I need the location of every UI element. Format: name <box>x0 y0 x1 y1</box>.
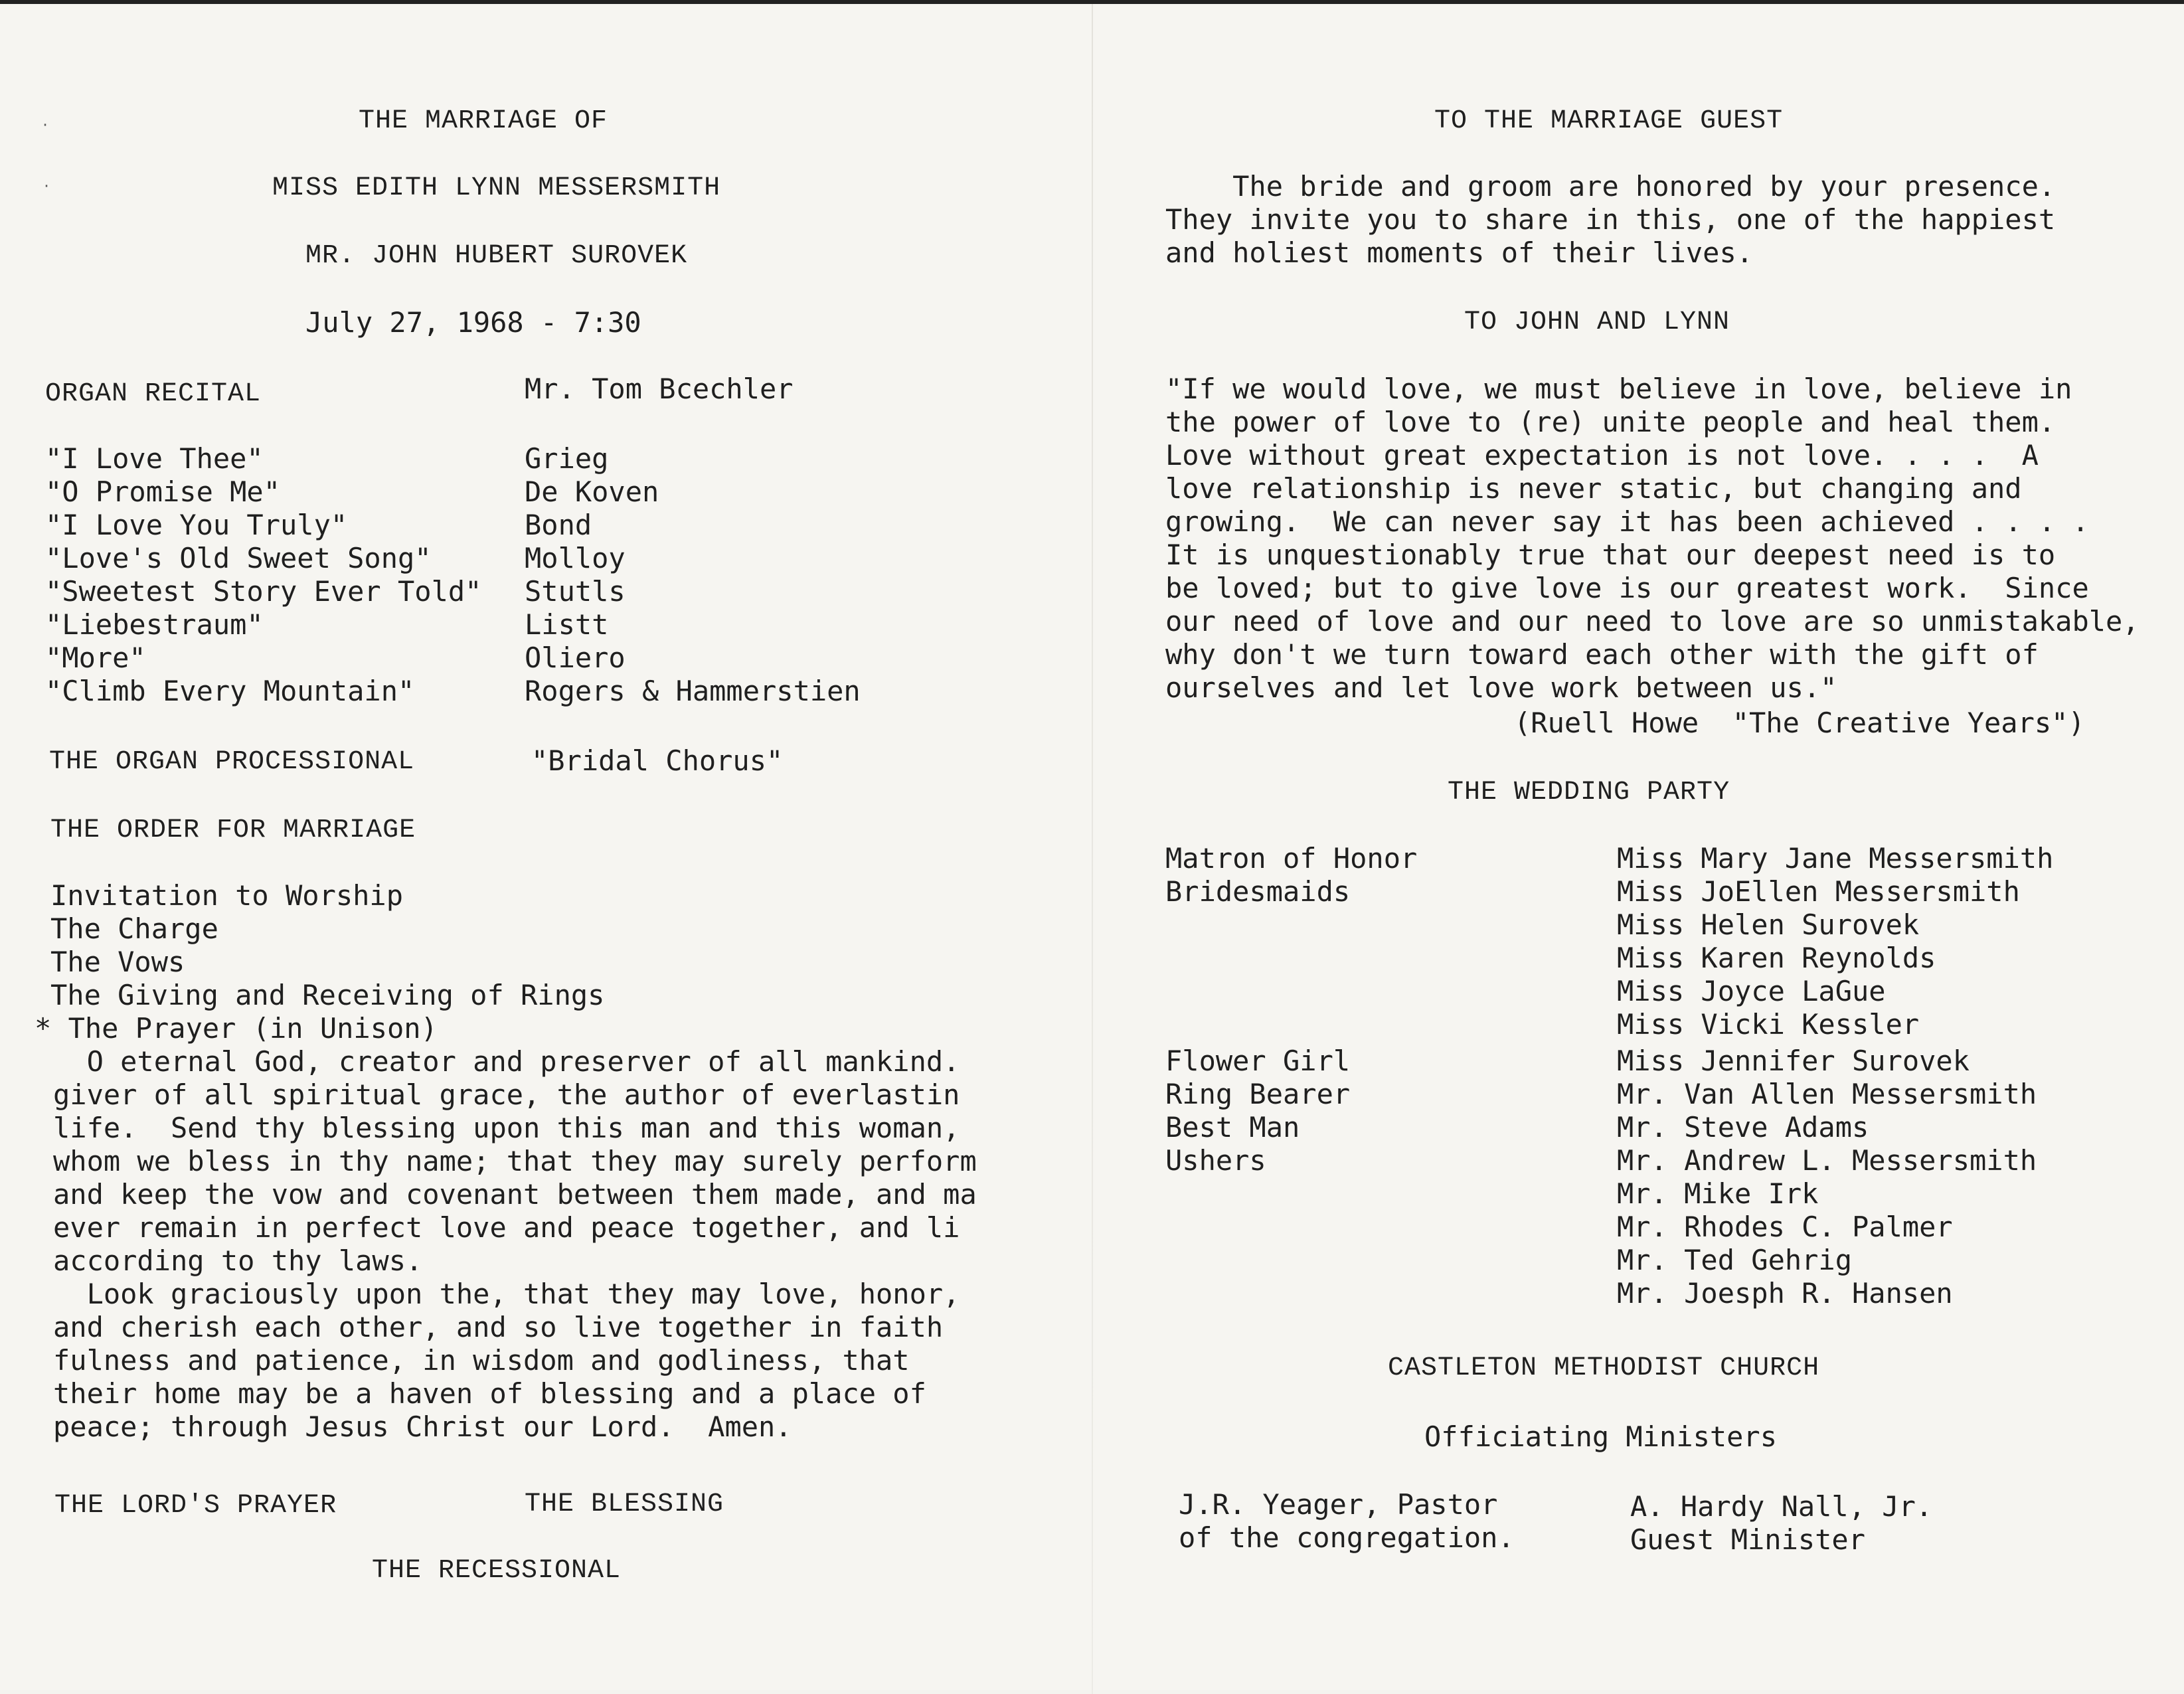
lords-prayer: THE LORD'S PRAYER <box>54 1491 337 1521</box>
song-title: "Love's Old Sweet Song" <box>45 542 432 574</box>
party-role: Bridesmaids <box>1165 875 1351 908</box>
the-recessional: THE RECESSIONAL <box>372 1556 622 1586</box>
party-name: Mr. Andrew L. Messersmith <box>1617 1144 2037 1177</box>
party-name: Mr. Mike Irk <box>1617 1177 1819 1210</box>
left-page <box>35 4 1023 1694</box>
party-name: Miss Mary Jane Messersmith <box>1617 842 2054 875</box>
song-composer: De Koven <box>525 475 659 508</box>
prayer-line: peace; through Jesus Christ our Lord. Amen. <box>53 1410 792 1443</box>
processional-label: THE ORGAN PROCESSIONAL <box>49 747 415 777</box>
prayer-line: and keep the vow and covenant between them made, and ma <box>53 1178 977 1211</box>
guest-heading: TO THE MARRIAGE GUEST <box>1434 106 1784 136</box>
minister1-role: of the congregation. <box>1179 1521 1515 1554</box>
party-name: Mr. Rhodes C. Palmer <box>1617 1211 1953 1243</box>
party-role: Ring Bearer <box>1165 1078 1351 1110</box>
song-title: "Liebestraum" <box>45 608 264 641</box>
quote-line: be loved; but to give love is our greatest work. Since <box>1165 572 2089 604</box>
quote-line: love relationship is never static, but changing and <box>1165 472 2022 505</box>
party-role: Matron of Honor <box>1165 842 1418 875</box>
party-name: Mr. Joesph R. Hansen <box>1617 1277 1953 1310</box>
guest-line: They invite you to share in this, one of the happiest <box>1165 203 2056 236</box>
wedding-date: July 27, 1968 - 7:30 <box>305 306 641 339</box>
heading-marriage-of: THE MARRIAGE OF <box>359 106 608 136</box>
right-page <box>1162 4 2158 1694</box>
organ-recital-label: ORGAN RECITAL <box>45 379 262 409</box>
organist-name: Mr. Tom Bcechler <box>525 373 794 405</box>
song-composer: Bond <box>525 509 592 541</box>
processional-piece: "Bridal Chorus" <box>531 744 784 777</box>
order-item: The Vows <box>50 946 185 978</box>
quote-line: why don't we turn toward each other with the gift of <box>1165 638 2039 671</box>
order-item: The Charge <box>50 912 218 945</box>
quote-line: Love without great expectation is not love. . . . A <box>1165 439 2039 471</box>
party-name: Miss Joyce LaGue <box>1617 975 1886 1007</box>
song-title: "I Love You Truly" <box>45 509 348 541</box>
song-title: "Climb Every Mountain" <box>45 675 415 707</box>
party-role: Flower Girl <box>1165 1045 1351 1077</box>
party-name: Mr. Ted Gehrig <box>1617 1244 1853 1276</box>
order-heading: THE ORDER FOR MARRIAGE <box>50 815 416 845</box>
party-name: Mr. Van Allen Messersmith <box>1617 1078 2037 1110</box>
quote-line: the power of love to (re) unite people and heal them. <box>1165 406 2056 438</box>
quote-line: It is unquestionably true that our deepest need is to <box>1165 539 2056 571</box>
song-composer: Listt <box>525 608 609 641</box>
the-blessing: THE BLESSING <box>525 1489 724 1519</box>
guest-line: and holiest moments of their lives. <box>1165 236 1754 269</box>
party-name: Mr. Steve Adams <box>1617 1111 1869 1143</box>
prayer-line: whom we bless in thy name; that they may surely perform <box>53 1145 977 1177</box>
party-name: Miss JoEllen Messersmith <box>1617 875 2020 908</box>
order-item: Invitation to Worship <box>50 879 404 912</box>
song-title: "I Love Thee" <box>45 442 264 475</box>
prayer-line: and cherish each other, and so live together in faith <box>53 1311 944 1343</box>
quote-source: (Ruell Howe "The Creative Years") <box>1514 707 2085 739</box>
quote-line: "If we would love, we must believe in love, believe in <box>1165 373 2072 405</box>
to-couple-heading: TO JOHN AND LYNN <box>1464 307 1730 337</box>
song-composer: Grieg <box>525 442 609 475</box>
order-item: The Giving and Receiving of Rings <box>50 979 605 1011</box>
minister1-name: J.R. Yeager, Pastor <box>1179 1488 1498 1521</box>
song-composer: Oliero <box>525 641 626 674</box>
ministers-heading: Officiating Ministers <box>1424 1420 1778 1453</box>
minister2-role: Guest Minister <box>1630 1523 1866 1556</box>
party-name: Miss Jennifer Surovek <box>1617 1045 1970 1077</box>
prayer-line: their home may be a haven of blessing and a place of <box>53 1377 926 1410</box>
party-role: Best Man <box>1165 1111 1300 1143</box>
song-title: "More" <box>45 641 146 674</box>
party-name: Miss Vicki Kessler <box>1617 1008 1920 1041</box>
song-composer: Stutls <box>525 575 626 608</box>
prayer-line: ever remain in perfect love and peace together, and li <box>53 1211 960 1244</box>
church-name: CASTLETON METHODIST CHURCH <box>1388 1353 1820 1383</box>
margin-mark: · <box>41 117 50 133</box>
center-fold <box>1092 4 1093 1694</box>
party-name: Miss Helen Surovek <box>1617 908 1920 941</box>
prayer-line: O eternal God, creator and preserver of all mankind. <box>53 1045 960 1078</box>
prayer-line: Look graciously upon the, that they may love, honor, <box>53 1278 960 1310</box>
quote-line: growing. We can never say it has been achieved . . . . <box>1165 505 2089 538</box>
groom-name: MR. JOHN HUBERT SUROVEK <box>305 241 688 271</box>
bride-name: MISS EDITH LYNN MESSERSMITH <box>272 173 721 203</box>
song-composer: Rogers & Hammerstien <box>525 675 861 707</box>
prayer-line: according to thy laws. <box>53 1244 423 1277</box>
minister2-name: A. Hardy Nall, Jr. <box>1630 1490 1933 1523</box>
margin-mark: · <box>42 178 51 194</box>
song-title: "Sweetest Story Ever Told" <box>45 575 482 608</box>
order-item-prayer: * The Prayer (in Unison) <box>35 1012 438 1045</box>
quote-line: ourselves and let love work between us." <box>1165 671 1837 704</box>
party-role: Ushers <box>1165 1144 1266 1177</box>
prayer-line: giver of all spiritual grace, the author of everlastin <box>53 1078 960 1111</box>
party-name: Miss Karen Reynolds <box>1617 942 1936 974</box>
song-title: "O Promise Me" <box>45 475 281 508</box>
song-composer: Molloy <box>525 542 626 574</box>
guest-line: The bride and groom are honored by your presence. <box>1165 170 2056 203</box>
prayer-line: life. Send thy blessing upon this man and this woman, <box>53 1112 960 1144</box>
quote-line: our need of love and our need to love are so unmistakable, <box>1165 605 2140 637</box>
party-heading: THE WEDDING PARTY <box>1448 778 1730 807</box>
prayer-line: fulness and patience, in wisdom and godliness, that <box>53 1344 910 1377</box>
